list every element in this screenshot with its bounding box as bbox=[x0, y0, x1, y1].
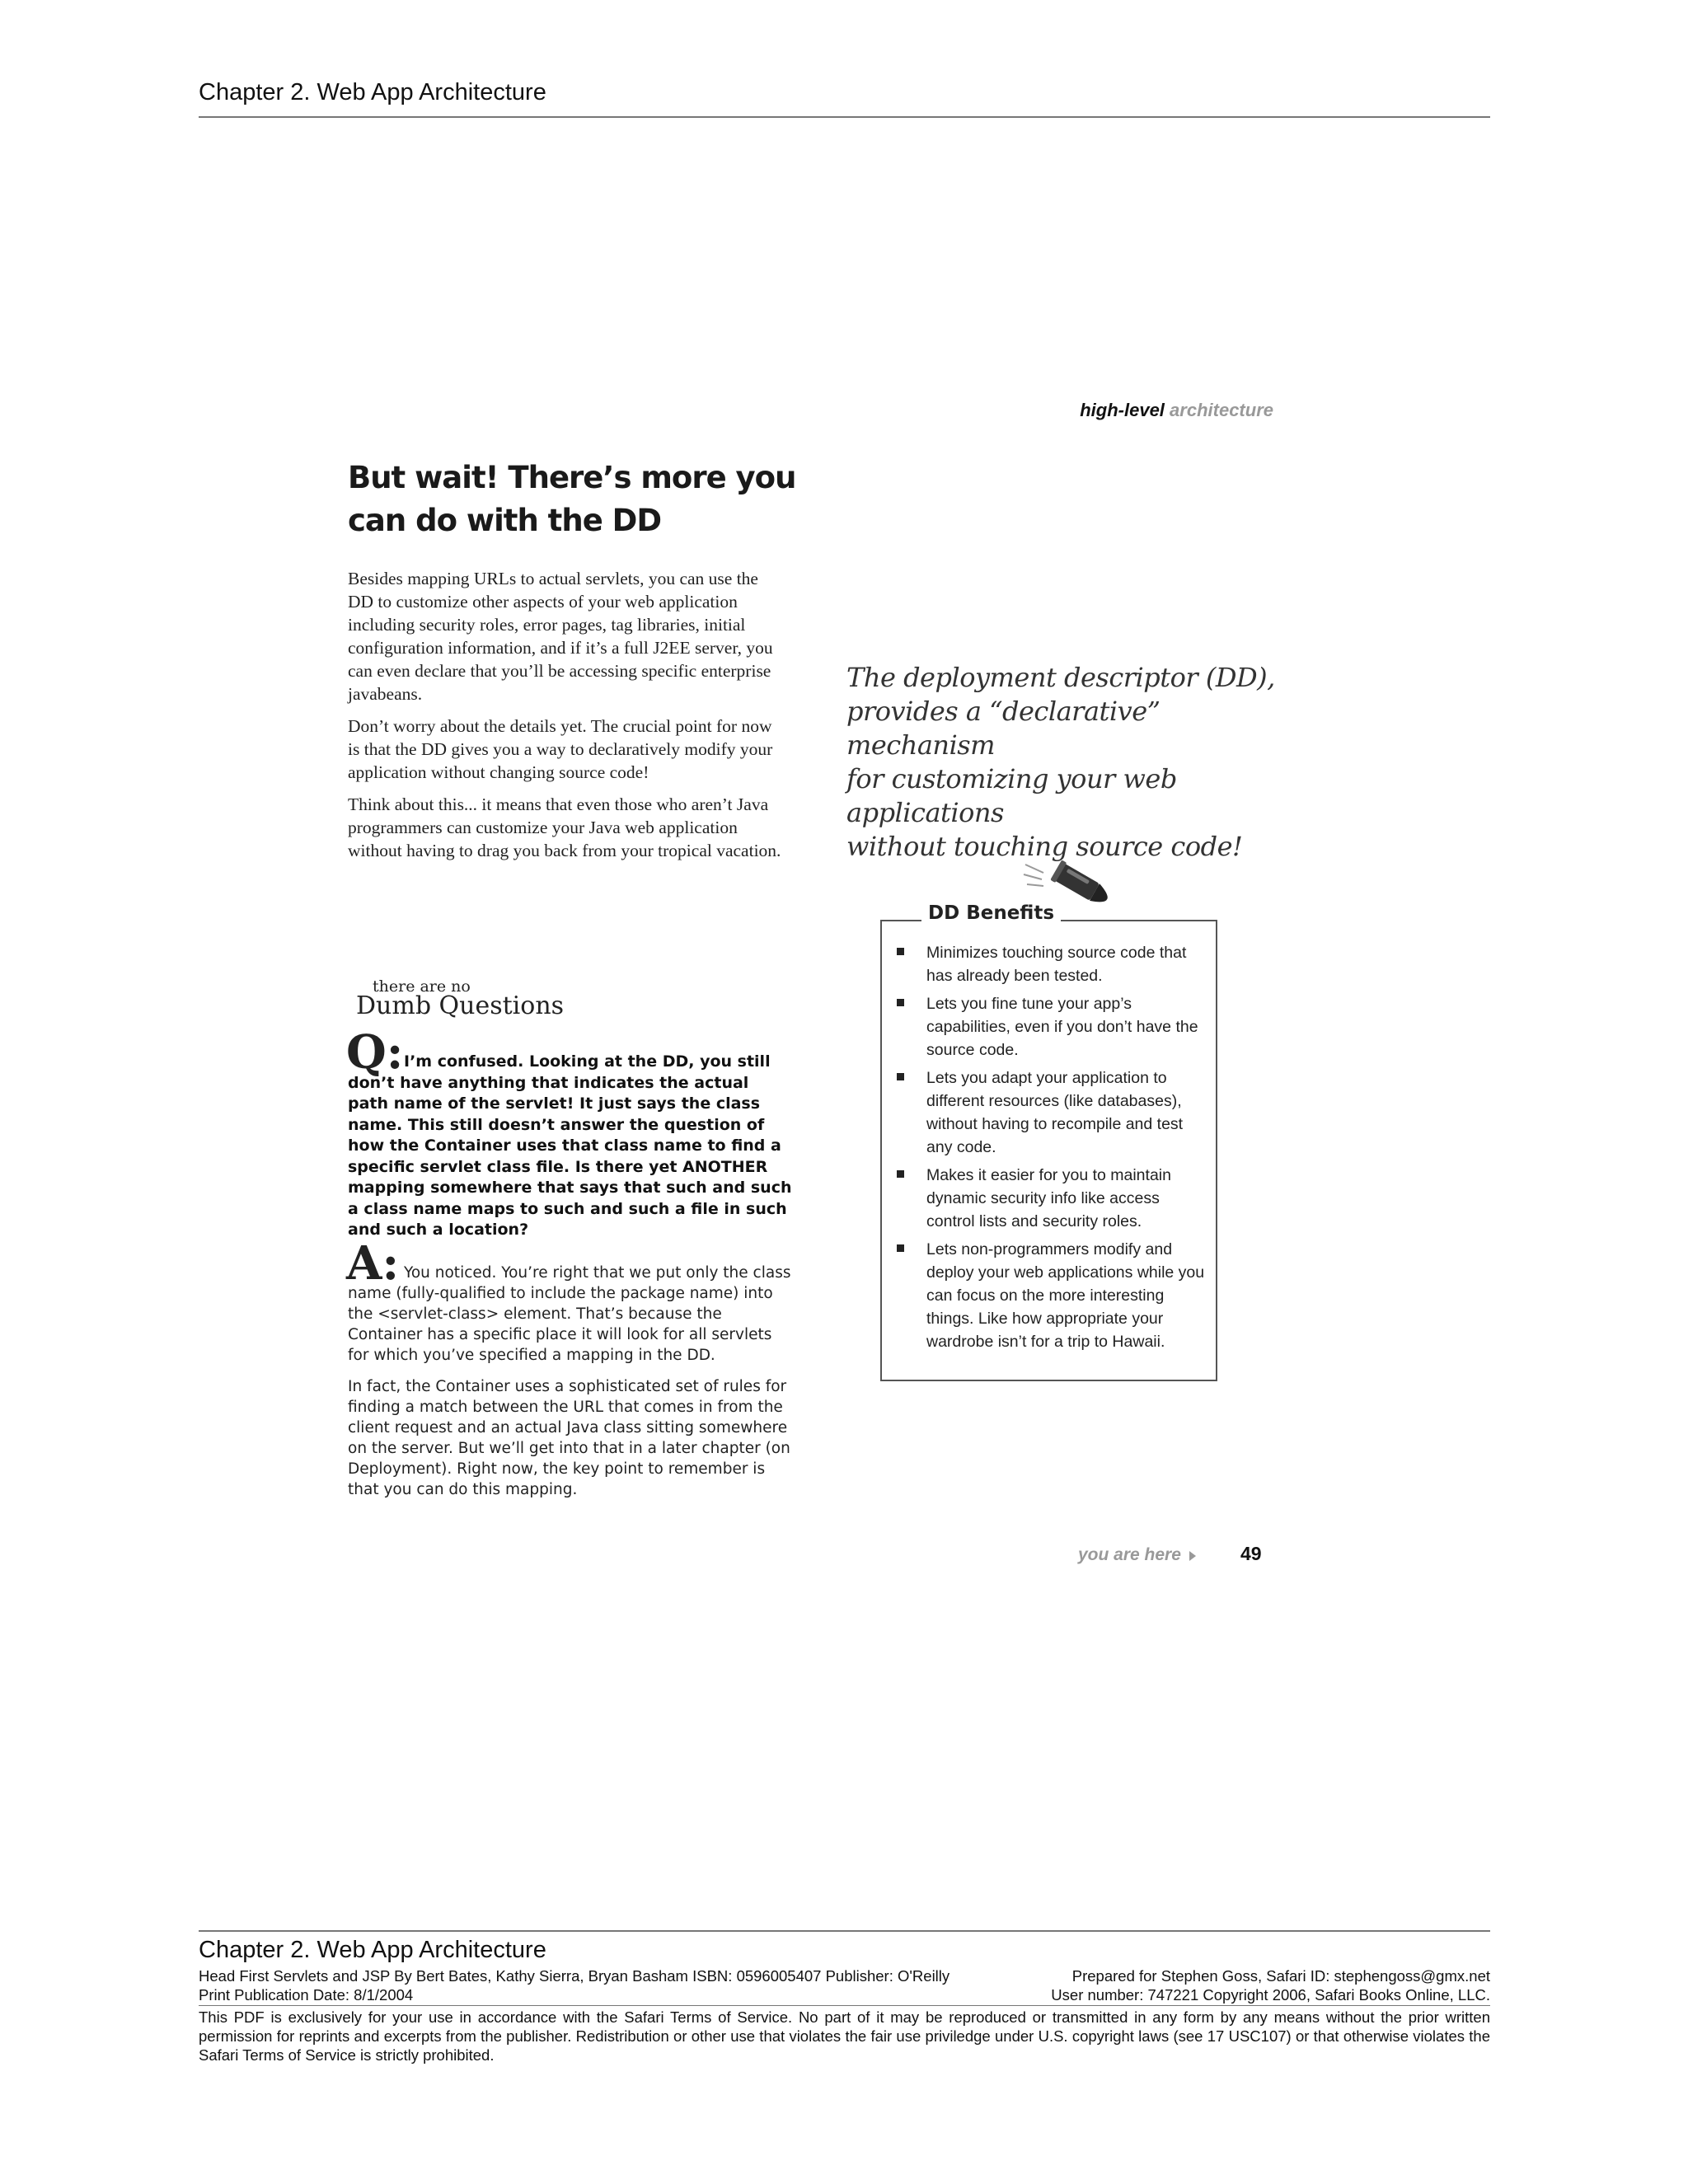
footer-chapter: Chapter 2. Web App Architecture bbox=[199, 1937, 546, 1963]
footer-pub-date: Print Publication Date: 8/1/2004 bbox=[199, 1986, 414, 2004]
square-bullet-icon bbox=[897, 948, 904, 955]
answer-letter: A: bbox=[346, 1236, 400, 1291]
square-bullet-icon bbox=[897, 1170, 904, 1178]
list-item: Lets you adapt your application to different resources (like databases), without having to recompile and test any code. bbox=[893, 1066, 1207, 1159]
callout-line-2: provides a “declarative” mechanism bbox=[846, 696, 1160, 761]
body-text bbox=[348, 567, 783, 871]
page-number: 49 bbox=[1240, 1543, 1262, 1564]
triangle-right-icon bbox=[1189, 1551, 1196, 1561]
square-bullet-icon bbox=[897, 1073, 904, 1080]
running-head-light: architecture bbox=[1170, 400, 1273, 420]
question-letter: Q: bbox=[346, 1025, 404, 1080]
list-item: Lets you fine tune your app’s capabilities, even if you don’t have the source code. bbox=[893, 992, 1207, 1062]
running-head-bold: high-level bbox=[1080, 400, 1165, 420]
body-paragraph-2: Don’t worry about the details yet. The crucial point for now is that the DD gives you a way to declaratively modify your application without changing source code! bbox=[348, 716, 773, 782]
running-head bbox=[1080, 400, 1273, 421]
section-title bbox=[348, 457, 809, 542]
callout-line-3: for customizing your web applications bbox=[846, 763, 1177, 828]
list-item: Lets non-programmers modify and deploy your web applications while you can focus on the more interesting things. Like how appropriate your wardrobe isn’t for a trip to Hawaii. bbox=[893, 1238, 1207, 1353]
callout-line-4: without touching source code! bbox=[846, 831, 1243, 862]
dd-benefits-title: DD Benefits bbox=[921, 902, 1061, 924]
answer-text-1: You noticed. You’re right that we put only the class name (fully-qualified to include the package name) into the <servlet-class> element. That’s because the Container has a specific place it will look for all servlets for which you’ve specified a mapping in the DD. bbox=[348, 1264, 791, 1364]
dumb-questions-small: there are no bbox=[373, 977, 471, 996]
footer-divider bbox=[199, 1930, 1490, 1932]
footer-line-2 bbox=[199, 1985, 1490, 2004]
square-bullet-icon bbox=[897, 1244, 904, 1252]
handwritten-callout bbox=[846, 661, 1308, 864]
header-divider bbox=[199, 116, 1490, 118]
section-title-line1: But wait! There’s more you bbox=[348, 460, 796, 495]
footer-prepared-for: Prepared for Stephen Goss, Safari ID: stephengoss@gmx.net bbox=[1071, 1967, 1490, 1985]
section-title-line2: can do with the DD bbox=[348, 503, 662, 538]
list-item: Minimizes touching source code that has already been tested. bbox=[893, 941, 1207, 987]
dumb-questions-title: Dumb Questions bbox=[356, 991, 565, 1020]
footer-divider-2 bbox=[199, 2005, 1490, 2006]
body-paragraph-1: Besides mapping URLs to actual servlets, you can use the DD to customize other aspects of your web application including security roles, error pages, tag libraries, initial configuration information, and if it’s a full J2EE server, you can even declare that you’ll be accessing specific enterprise javabeans. bbox=[348, 569, 773, 704]
square-bullet-icon bbox=[897, 999, 904, 1006]
footer-line-1 bbox=[199, 1966, 1490, 1985]
you-are-here-label: you are here bbox=[1078, 1545, 1181, 1564]
dd-benefits-list bbox=[893, 941, 1207, 1358]
callout-line-1: The deployment descriptor (DD), bbox=[846, 662, 1275, 693]
footer-user-info: User number: 747221 Copyright 2006, Safari Books Online, LLC. bbox=[1051, 1986, 1490, 2004]
footer-book-info: Head First Servlets and JSP By Bert Bates, Kathy Sierra, Bryan Basham ISBN: 0596005407 Publisher: O'Reilly bbox=[199, 1967, 950, 1985]
page-header-chapter: Chapter 2. Web App Architecture bbox=[199, 79, 546, 105]
question-text: I’m confused. Looking at the DD, you still don’t have anything that indicates the actual path name of the servlet! It just says the class name. This still doesn’t answer the question of how the Container uses that class name to find a specific servlet class file. Is there yet ANOTHER mapping somewhere that says that such and such a class name maps to such and such a file in such and such a location? bbox=[348, 1052, 792, 1239]
body-paragraph-3: Think about this... it means that even those who aren’t Java programmers can customize your Java web application without having to drag you back from your tropical vacation. bbox=[348, 794, 781, 860]
answer-text-2: In fact, the Container uses a sophisticated set of rules for finding a match between the URL that comes in from the client request and an actual Java class sitting somewhere on the server. But we’ll get into that in a later chapter (on Deployment). Right now, the key point to remember is that you can do this mapping. bbox=[348, 1378, 790, 1498]
footer-legal-text: This PDF is exclusively for your use in accordance with the Safari Terms of Service. No part of it may be reproduced or transmitted in any form by any means without the prior written permission for reprints and excerpts from the publisher. Redistribution or other use that violates the fair use priviledge under U.S. copyright laws (see 17 USC107) or that otherwise violates the Safari Terms of Service is strictly prohibited. bbox=[199, 2008, 1490, 2064]
list-item: Makes it easier for you to maintain dynamic security info like access control lists and security roles. bbox=[893, 1164, 1207, 1233]
